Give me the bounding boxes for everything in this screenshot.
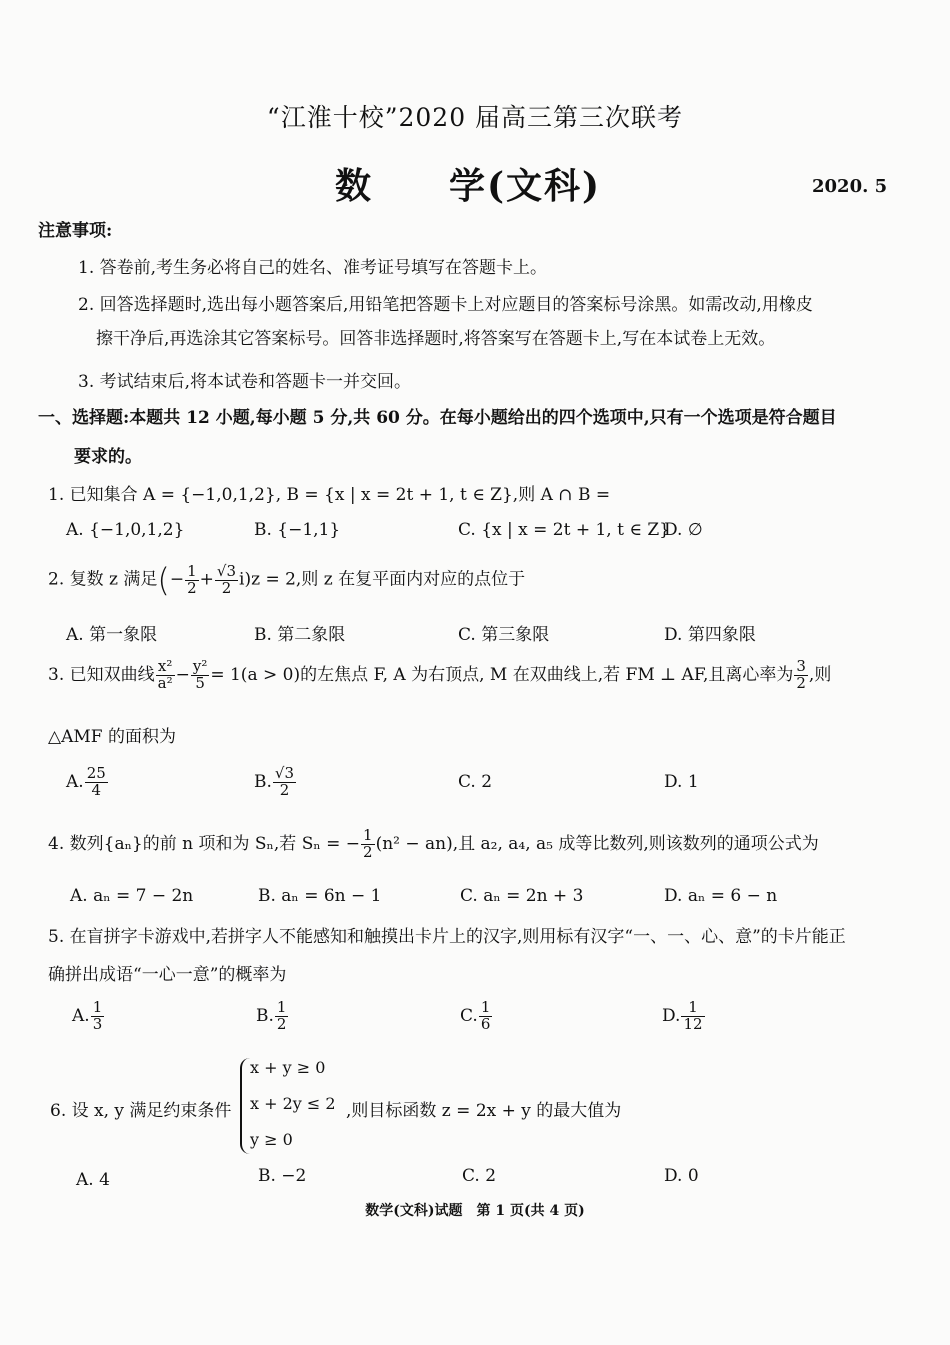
q5-optB-den: 2 xyxy=(276,1014,287,1033)
notice-heading: 注意事项: xyxy=(38,221,113,241)
q3-optB-num: √3 xyxy=(274,764,295,782)
q3-optA-label: A. xyxy=(66,771,84,792)
q2-option-a: A. 第一象限 xyxy=(66,625,158,645)
notice-item-3: 3. 考试结束后,将本试卷和答题卡一并交回。 xyxy=(78,372,412,392)
constraint-2: x + 2y ≤ 2 xyxy=(250,1094,336,1113)
q5-optC-fraction xyxy=(479,1000,493,1033)
q3-optB-den: 2 xyxy=(279,780,290,799)
constraint-3: y ≥ 0 xyxy=(250,1130,293,1149)
question-2-stem: 2. 复数 z 满足(− $\frac{1}{2}$ + $\frac{√3}{2}$ i)z = 2,则 z 在复平面内对应的点位于 xyxy=(48,561,526,599)
q5-option-c xyxy=(460,1000,493,1033)
q3-end: ,则 xyxy=(808,664,832,685)
q5-optA-den: 3 xyxy=(92,1014,103,1033)
q3-prefix: 3. 已知双曲线 xyxy=(48,664,155,685)
q5-optA-num: 1 xyxy=(92,998,103,1016)
question-6-suffix: ,则目标函数 z = 2x + y 的最大值为 xyxy=(346,1101,622,1121)
q5-optA-fraction xyxy=(91,1000,105,1033)
q4-suffix: (n² − an),且 a₂, a₄, a₅ 成等比数列,则该数列的通项公式为 xyxy=(375,833,819,854)
q5-option-b xyxy=(256,1000,289,1033)
q3-option-c: C. 2 xyxy=(458,772,493,792)
q6-option-a: A. 4 xyxy=(76,1170,110,1190)
q6-option-d: D. 0 xyxy=(664,1166,699,1186)
exam-date: 2020. 5 xyxy=(812,176,888,197)
question-3-stem: 3. 已知双曲线 $\frac{\text{x²}}{\text{a²}}$ − $\frac{\text{y²}}{5}$ = 1(a > 0)的左焦点 F, A 为右顶点, M 在双曲线上,若 FM ⊥ AF,且离心率为 $\frac{3}{2}$ ,则 xyxy=(48,657,832,692)
q3-optA-den: 4 xyxy=(91,780,101,799)
q5-optD-den: 12 xyxy=(683,1014,703,1033)
q4-option-c: C. aₙ = 2n + 3 xyxy=(460,886,584,906)
subject-title: 数 学(文科) xyxy=(335,165,602,207)
q3-optA-num: 25 xyxy=(86,764,106,782)
q3-e-num: 3 xyxy=(796,657,806,675)
section-heading-cont: 要求的。 xyxy=(74,447,142,467)
question-3-cont: △AMF 的面积为 xyxy=(48,727,176,747)
q4-option-a: A. aₙ = 7 − 2n xyxy=(70,886,194,906)
q1-option-c: C. {x | x = 2t + 1, t ∈ Z} xyxy=(458,520,670,540)
q6-option-b: B. −2 xyxy=(258,1166,307,1186)
notice-item-1: 1. 答卷前,考生务必将自己的姓名、准考证号填写在答题卡上。 xyxy=(78,258,548,278)
q4-fraction xyxy=(361,828,375,861)
q4-option-b: B. aₙ = 6n − 1 xyxy=(258,886,382,906)
q5-optC-den: 6 xyxy=(480,1014,491,1033)
q5-optA-label: A. xyxy=(72,1005,90,1026)
q5-optC-label: C. xyxy=(460,1005,478,1026)
q3-fraction-e xyxy=(794,659,808,692)
q3-option-d: D. 1 xyxy=(664,772,699,792)
page-footer: 数学(文科)试题 第 1 页(共 4 页) xyxy=(365,1203,585,1219)
exam-title: “江淮十校”2020 届高三第三次联考 xyxy=(266,103,684,132)
q2-frac2-den: 2 xyxy=(221,578,232,597)
q2-prefix: 2. 复数 z 满足 xyxy=(48,569,158,590)
q2-frac1-den: 2 xyxy=(187,578,197,597)
q5-optD-num: 1 xyxy=(681,1000,704,1017)
q6-option-c: C. 2 xyxy=(462,1166,497,1186)
q5-optD-label: D. xyxy=(662,1005,681,1026)
q2-option-c: C. 第三象限 xyxy=(458,625,550,645)
q5-option-a xyxy=(72,1000,105,1033)
q2-option-b: B. 第二象限 xyxy=(254,625,346,645)
constraint-1: x + y ≥ 0 xyxy=(250,1058,326,1077)
q2-fraction-1 xyxy=(185,561,199,597)
q3-optB-fraction xyxy=(273,766,296,799)
q1-option-d: D. ∅ xyxy=(664,520,703,540)
q3-optB-label: B. xyxy=(254,771,272,792)
question-5-stem: 5. 在盲拼字卡游戏中,若拼字人不能感知和触摸出卡片上的汉字,则用标有汉字“一、一、心、意”的卡片能正 xyxy=(48,927,846,947)
q4-f-num: 1 xyxy=(363,826,373,844)
q2-frac2-num: √3 xyxy=(216,561,237,580)
q3-fraction-y xyxy=(191,659,210,692)
left-paren: ( xyxy=(157,561,170,599)
q1-option-a: A. {−1,0,1,2} xyxy=(66,520,185,540)
q3-option-a xyxy=(66,766,109,799)
q3-option-b xyxy=(254,766,297,799)
q3-fx-num: x² xyxy=(156,659,175,676)
question-1-stem: 1. 已知集合 A = {−1,0,1,2}, B = {x | x = 2t + 1, t ∈ Z},则 A ∩ B = xyxy=(48,485,611,505)
q5-optB-fraction xyxy=(275,1000,289,1033)
q5-optD-fraction xyxy=(681,1000,704,1033)
q3-fy-num: y² xyxy=(192,657,208,675)
q3-fy-den: 5 xyxy=(195,673,205,692)
q3-optA-fraction xyxy=(85,766,108,799)
q3-fx-den: a² xyxy=(157,673,173,692)
section-heading: 一、选择题:本题共 12 小题,每小题 5 分,共 60 分。在每小题给出的四个选项中,只有一个选项是符合题目 xyxy=(38,408,837,428)
q5-optB-label: B. xyxy=(256,1005,274,1026)
q2-fraction-2 xyxy=(215,561,238,597)
q1-option-b: B. {−1,1} xyxy=(254,520,341,540)
q5-optC-num: 1 xyxy=(480,998,491,1016)
q5-option-d xyxy=(662,1000,706,1033)
q4-option-d: D. aₙ = 6 − n xyxy=(664,886,778,906)
question-5-cont: 确拼出成语“一心一意”的概率为 xyxy=(48,965,287,985)
question-4-stem xyxy=(48,828,819,861)
q3-fraction-x xyxy=(156,659,175,692)
q2-frac1-num: 1 xyxy=(187,561,197,580)
q3-middle: = 1(a > 0)的左焦点 F, A 为右顶点, M 在双曲线上,若 FM ⊥ AF,且离心率为 xyxy=(210,664,794,685)
q3-e-den: 2 xyxy=(796,673,806,692)
q5-optB-num: 1 xyxy=(276,998,287,1016)
notice-item-2-cont: 擦干净后,再选涂其它答案标号。回答非选择题时,将答案写在答题卡上,写在本试卷上无效。 xyxy=(96,329,776,349)
q4-prefix: 4. 数列{aₙ}的前 n 项和为 Sₙ,若 Sₙ = − xyxy=(48,833,361,854)
notice-item-2: 2. 回答选择题时,选出每小题答案后,用铅笔把答题卡上对应题目的答案标号涂黑。如需改动,用橡皮 xyxy=(78,295,813,315)
q2-suffix: i)z = 2,则 z 在复平面内对应的点位于 xyxy=(239,569,526,590)
q2-option-d: D. 第四象限 xyxy=(664,625,756,645)
question-6-prefix: 6. 设 x, y 满足约束条件 xyxy=(50,1101,232,1121)
q4-f-den: 2 xyxy=(363,842,373,861)
